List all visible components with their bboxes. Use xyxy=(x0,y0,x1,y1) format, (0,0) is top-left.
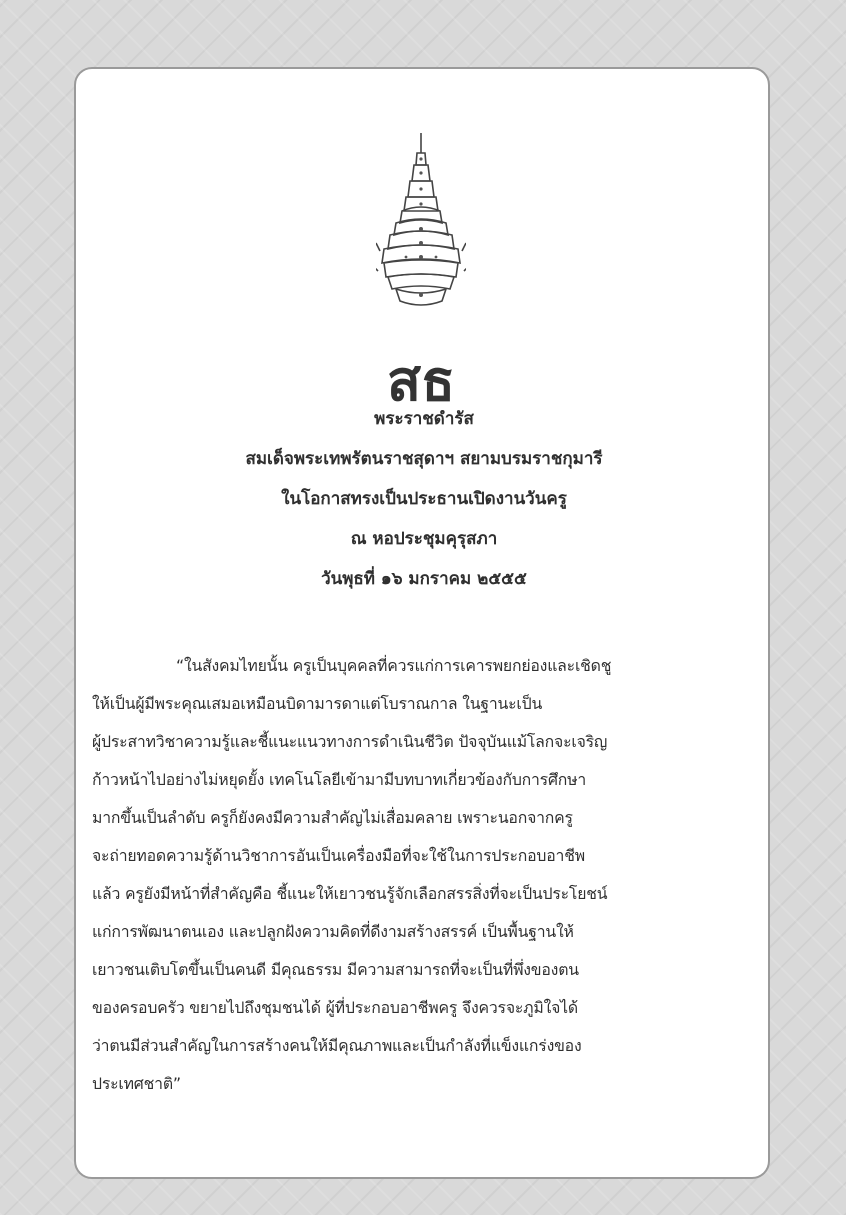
page-card xyxy=(74,67,770,1179)
heading-venue: ณ หอประชุมคุรุสภา xyxy=(350,529,498,549)
speech-line: แก่การพัฒนาตนเอง และปลูกฝังความคิดที่ดีงามสร้างสรรค์ เป็นพื้นฐานให้ xyxy=(92,922,574,941)
royal-monogram: สธ xyxy=(386,348,456,414)
heading-title: พระราชดำรัส xyxy=(374,409,474,429)
speech-line: ผู้ประสาทวิชาความรู้และชี้แนะแนวทางการดำเนินชีวิต ปัจจุบันแม้โลกจะเจริญ xyxy=(92,732,608,751)
speech-line: ให้เป็นผู้มีพระคุณเสมอเหมือนบิดามารดาแต่โบราณกาล ในฐานะเป็น xyxy=(92,694,543,713)
royal-emblem xyxy=(376,131,466,431)
speech-line: “ในสังคมไทยนั้น ครูเป็นบุคคลที่ควรแก่การเคารพยกย่องและเชิดชู xyxy=(176,656,612,675)
speech-line: ของครอบครัว ขยายไปถึงชุมชนได้ ผู้ที่ประกอบอาชีพครู จึงควรจะภูมิใจได้ xyxy=(92,998,578,1017)
heading-royal-name: สมเด็จพระเทพรัตนราชสุดาฯ สยามบรมราชกุมารี xyxy=(245,449,603,469)
speech-line: ประเทศชาติ” xyxy=(92,1074,181,1093)
royal-crown-icon xyxy=(376,131,466,351)
speech-line: จะถ่ายทอดความรู้ด้านวิชาการอันเป็นเครื่องมือที่จะใช้ในการประกอบอาชีพ xyxy=(92,846,585,865)
speech-body xyxy=(92,647,752,1103)
speech-line: ว่าตนมีส่วนสำคัญในการสร้างคนให้มีคุณภาพและเป็นกำลังที่แข็งแกร่งของ xyxy=(92,1036,582,1055)
heading-block xyxy=(76,399,772,599)
speech-line: มากขึ้นเป็นลำดับ ครูก็ยังคงมีความสำคัญไม่เสื่อมคลาย เพราะนอกจากครู xyxy=(92,808,573,827)
speech-line: เยาวชนเติบโตขึ้นเป็นคนดี มีคุณธรรม มีความสามารถที่จะเป็นที่พึ่งของตน xyxy=(92,960,579,979)
heading-occasion: ในโอกาสทรงเป็นประธานเปิดงานวันครู xyxy=(281,489,567,509)
speech-line: แล้ว ครูยังมีหน้าที่สำคัญคือ ชี้แนะให้เยาวชนรู้จักเลือกสรรสิ่งที่จะเป็นประโยชน์ xyxy=(92,884,608,903)
speech-line: ก้าวหน้าไปอย่างไม่หยุดยั้ง เทคโนโลยีเข้ามามีบทบาทเกี่ยวข้องกับการศึกษา xyxy=(92,770,587,789)
heading-date: วันพุธที่ ๑๖ มกราคม ๒๕๕๕ xyxy=(321,569,527,589)
